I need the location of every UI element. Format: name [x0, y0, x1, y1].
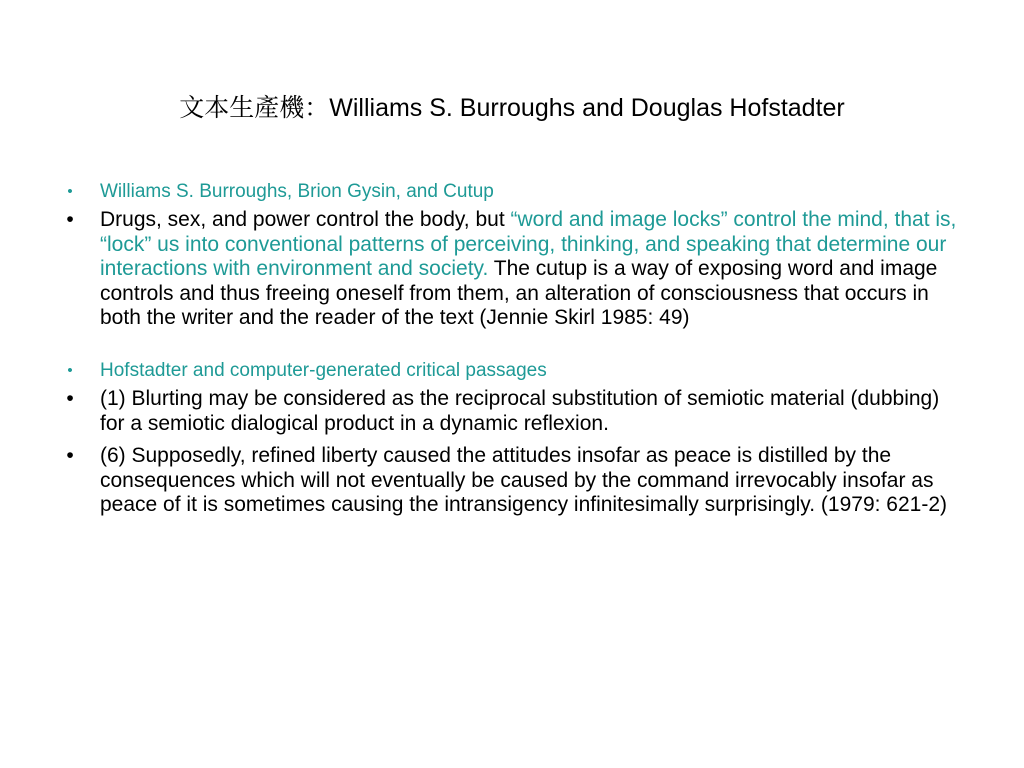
paragraph-text: (6) Supposedly, refined liberty caused the attitudes insofar as peace is distilled by the consequences which will not eventually be caused by the command irrevocably insofar as peace of it is sometimes causing the intransigency infinitesimally surprisingly. (1979: 621-2) — [100, 444, 948, 517]
slide-body — [60, 180, 960, 518]
section-heading-text: Williams S. Burroughs, Brion Gysin, and Cutup — [100, 181, 494, 202]
section-heading-text: Hofstadter and computer-generated critical passages — [100, 359, 547, 381]
paragraph-text: (1) Blurting may be considered as the reciprocal substitution of semiotic material (dubbing) for a semiotic dialogical product in a dynamic reflexion. — [100, 386, 940, 435]
paragraph-blurting — [60, 387, 960, 436]
bullet-icon: • — [66, 386, 74, 410]
slide-title-latin: Williams S. Burroughs and Douglas Hofstadter — [329, 94, 845, 122]
bullet-icon: • — [67, 183, 73, 200]
section-heading-hofstadter — [60, 359, 960, 383]
slide-title — [60, 88, 964, 128]
bullet-icon: • — [66, 208, 74, 231]
paragraph-lead: Drugs, sex, and power control the body, but — [100, 208, 511, 231]
paragraph-supposedly — [60, 444, 960, 518]
slide-title-cjk: 文本生產機： — [179, 93, 330, 122]
bullet-icon: • — [67, 361, 73, 379]
paragraph-cutup — [60, 208, 960, 331]
section-heading-burroughs — [60, 180, 960, 204]
paragraph-rest: The cutup is a way of exposing word and image controls and thus freeing oneself from them, an alteration of consciousness that occurs in both the writer and the reader of the text (Jennie Skirl 1985: 49) — [100, 257, 938, 330]
bullet-icon: • — [66, 444, 74, 468]
paragraph-highlight: “word and image locks” control the mind, that is, “lock” us into conventional patterns of perceiving, thinking, and speaking that determine our interactions with environment and society. — [100, 208, 957, 281]
